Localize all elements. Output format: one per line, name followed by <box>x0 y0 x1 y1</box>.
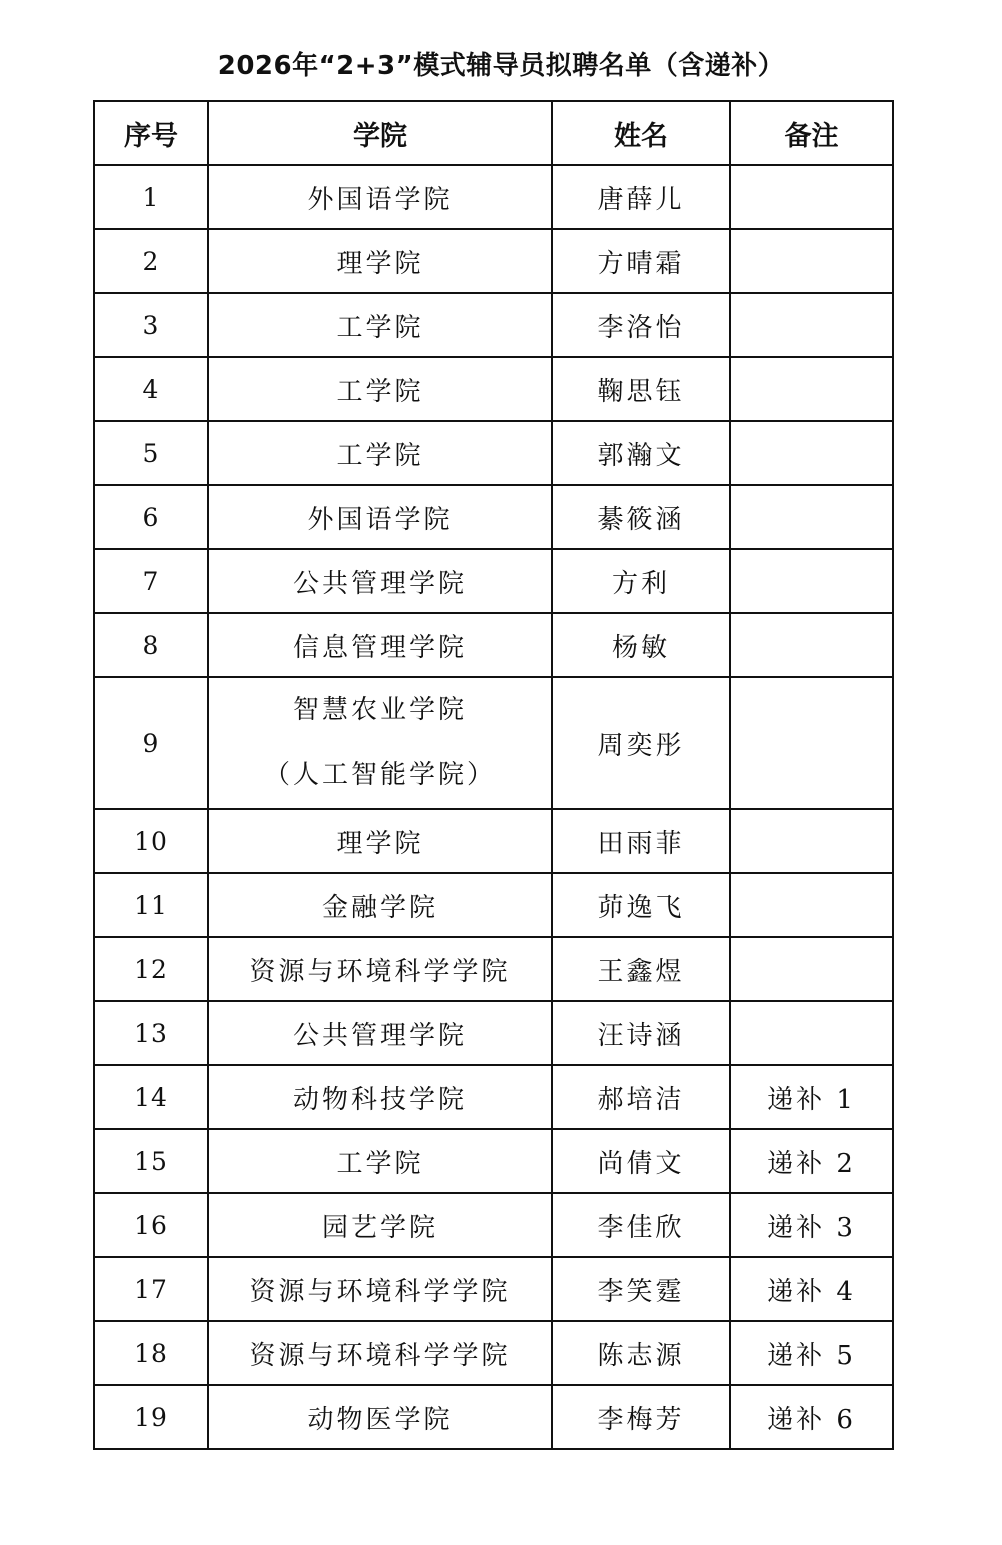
row-college: 公共管理学院 <box>208 549 552 613</box>
row-name: 郝培洁 <box>552 1065 730 1129</box>
row-name: 李梅芳 <box>552 1385 730 1449</box>
table-row <box>94 549 893 613</box>
row-name: 鞠思钰 <box>552 357 730 421</box>
row-remark: 递补 3 <box>730 1193 893 1257</box>
row-index: 12 <box>94 937 208 1001</box>
table-row <box>94 809 893 873</box>
table-row <box>94 421 893 485</box>
row-remark <box>730 677 893 809</box>
row-college: 工学院 <box>208 421 552 485</box>
row-remark <box>730 485 893 549</box>
row-remark <box>730 613 893 677</box>
header-college: 学院 <box>208 101 552 165</box>
table-row <box>94 613 893 677</box>
row-index: 19 <box>94 1385 208 1449</box>
row-remark: 递补 1 <box>730 1065 893 1129</box>
table-row <box>94 1001 893 1065</box>
row-remark <box>730 549 893 613</box>
row-college: 外国语学院 <box>208 165 552 229</box>
table-row <box>94 677 893 809</box>
row-name: 尚倩文 <box>552 1129 730 1193</box>
row-name: 王鑫煜 <box>552 937 730 1001</box>
table-row <box>94 293 893 357</box>
row-remark <box>730 809 893 873</box>
table-row <box>94 165 893 229</box>
header-remark: 备注 <box>730 101 893 165</box>
row-college-line: 智慧农业学院 <box>292 695 467 725</box>
header-name: 姓名 <box>552 101 730 165</box>
row-index: 13 <box>94 1001 208 1065</box>
table-row <box>94 873 893 937</box>
row-index: 11 <box>94 873 208 937</box>
row-college: 资源与环境科学学院 <box>208 1321 552 1385</box>
row-index: 15 <box>94 1129 208 1193</box>
row-name: 田雨菲 <box>552 809 730 873</box>
row-remark <box>730 165 893 229</box>
table-row <box>94 485 893 549</box>
row-name: 方晴霜 <box>552 229 730 293</box>
row-name: 李笑霆 <box>552 1257 730 1321</box>
row-name: 周奕彤 <box>552 677 730 809</box>
table-row <box>94 1065 893 1129</box>
row-college: 动物科技学院 <box>208 1065 552 1129</box>
row-index: 16 <box>94 1193 208 1257</box>
row-college: 工学院 <box>208 1129 552 1193</box>
row-college: 工学院 <box>208 293 552 357</box>
roster-table <box>93 100 894 1450</box>
row-remark <box>730 293 893 357</box>
row-index: 4 <box>94 357 208 421</box>
row-index: 18 <box>94 1321 208 1385</box>
row-index: 8 <box>94 613 208 677</box>
row-name: 李佳欣 <box>552 1193 730 1257</box>
row-college: 资源与环境科学学院 <box>208 937 552 1001</box>
row-name: 郭瀚文 <box>552 421 730 485</box>
row-college: 工学院 <box>208 357 552 421</box>
row-name: 杨敏 <box>552 613 730 677</box>
page-title: 2026年“2+3”模式辅导员拟聘名单（含递补） <box>217 51 785 81</box>
row-name: 李洛怡 <box>552 293 730 357</box>
row-college: 外国语学院 <box>208 485 552 549</box>
row-name: 茆逸飞 <box>552 873 730 937</box>
row-college <box>208 677 552 809</box>
table-row <box>94 229 893 293</box>
table-row <box>94 937 893 1001</box>
row-index: 7 <box>94 549 208 613</box>
row-remark: 递补 6 <box>730 1385 893 1449</box>
row-college: 金融学院 <box>208 873 552 937</box>
row-name: 綦筱涵 <box>552 485 730 549</box>
row-index: 14 <box>94 1065 208 1129</box>
table-row <box>94 1129 893 1193</box>
row-college: 理学院 <box>208 229 552 293</box>
table-row <box>94 1257 893 1321</box>
row-remark: 递补 2 <box>730 1129 893 1193</box>
row-index: 6 <box>94 485 208 549</box>
row-college: 园艺学院 <box>208 1193 552 1257</box>
header-row <box>94 101 893 165</box>
row-remark <box>730 421 893 485</box>
row-remark <box>730 229 893 293</box>
row-index: 1 <box>94 165 208 229</box>
row-name: 唐薛儿 <box>552 165 730 229</box>
row-index: 3 <box>94 293 208 357</box>
row-index: 5 <box>94 421 208 485</box>
table-row <box>94 1193 893 1257</box>
row-remark <box>730 937 893 1001</box>
row-name: 汪诗涵 <box>552 1001 730 1065</box>
row-college: 公共管理学院 <box>208 1001 552 1065</box>
header-index: 序号 <box>94 101 208 165</box>
row-index: 2 <box>94 229 208 293</box>
row-name: 陈志源 <box>552 1321 730 1385</box>
table-row <box>94 1321 893 1385</box>
row-college: 动物医学院 <box>208 1385 552 1449</box>
row-remark <box>730 357 893 421</box>
table-row <box>94 1385 893 1449</box>
table-row <box>94 357 893 421</box>
row-remark: 递补 4 <box>730 1257 893 1321</box>
row-remark <box>730 873 893 937</box>
row-index: 17 <box>94 1257 208 1321</box>
row-name: 方利 <box>552 549 730 613</box>
row-remark: 递补 5 <box>730 1321 893 1385</box>
row-college: 信息管理学院 <box>208 613 552 677</box>
row-college: 资源与环境科学学院 <box>208 1257 552 1321</box>
row-remark <box>730 1001 893 1065</box>
row-college: 理学院 <box>208 809 552 873</box>
row-index: 9 <box>94 677 208 809</box>
row-college-line: （人工智能学院） <box>263 760 496 790</box>
row-index: 10 <box>94 809 208 873</box>
